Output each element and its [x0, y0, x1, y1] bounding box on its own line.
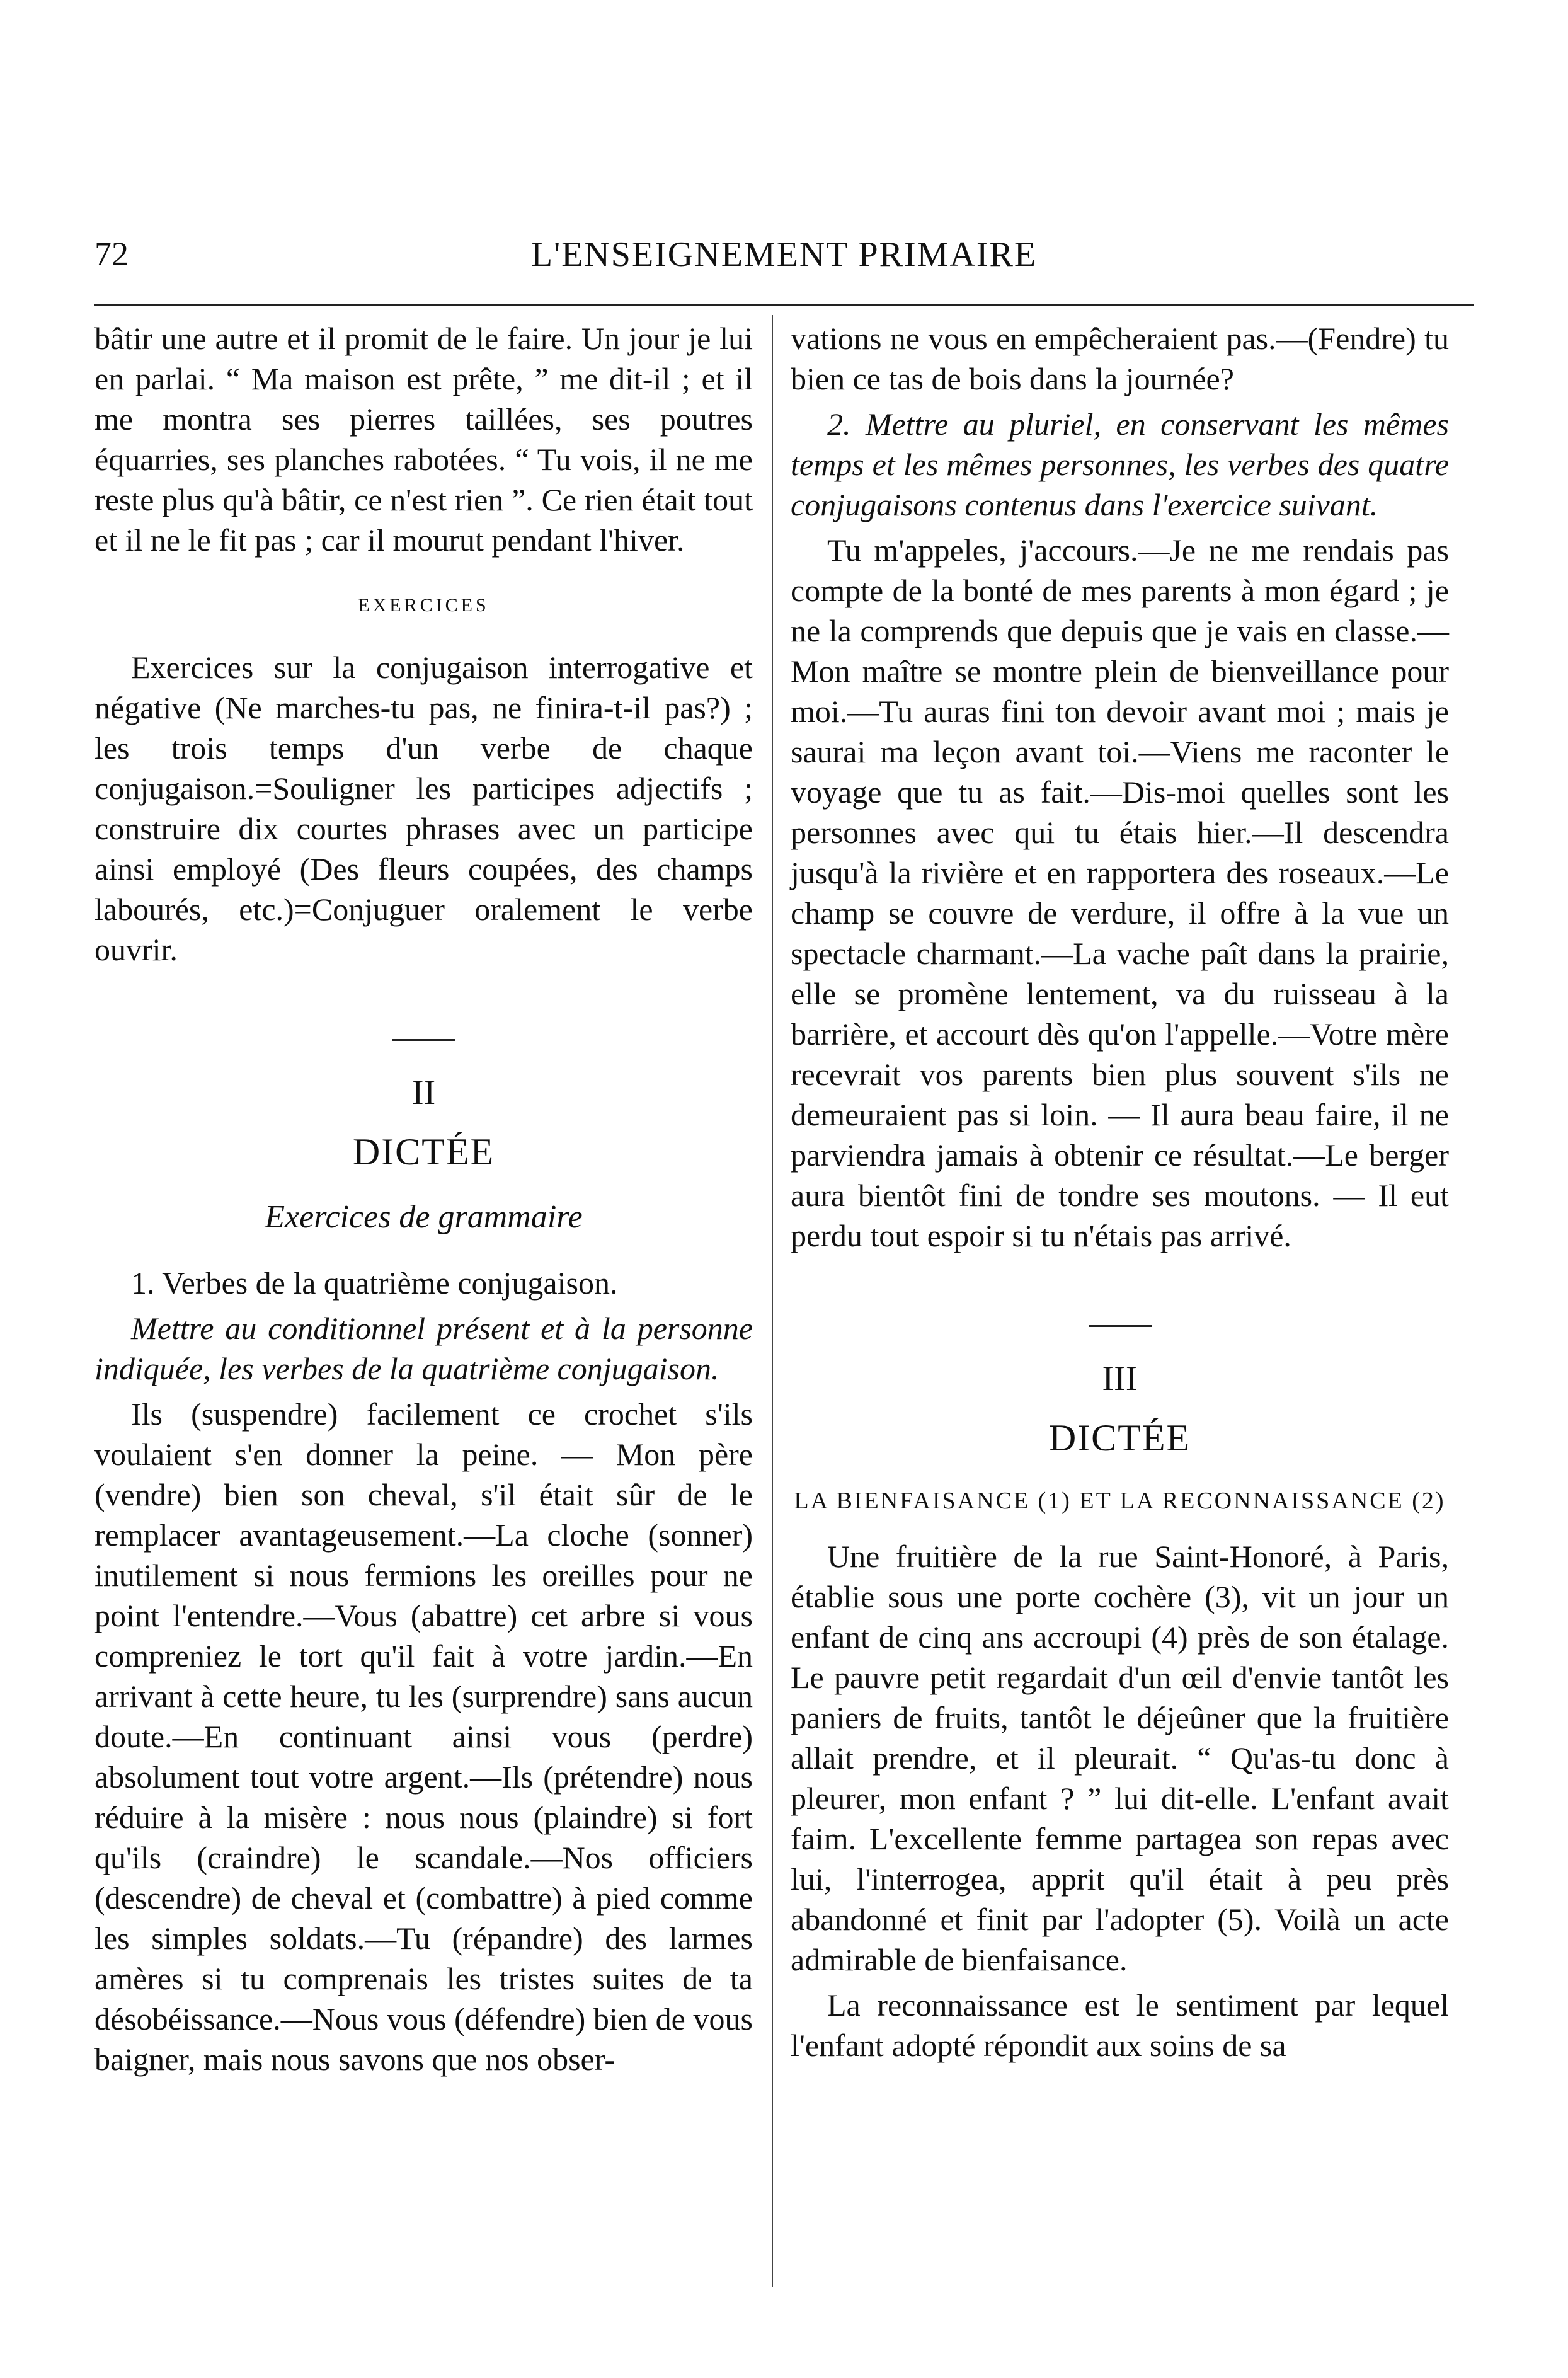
dictee-paragraph: La reconnaissance est le sentiment par lequel l'enfant adopté répondit aux soins de sa	[791, 1987, 1449, 2063]
section-number: II	[411, 1073, 436, 1112]
dictee-title: LA BIENFAISANCE (1) ET LA RECONNAISSANCE (2)	[794, 1488, 1446, 1514]
exercices-heading: EXERCICES	[358, 595, 489, 616]
section-number: III	[1102, 1359, 1138, 1398]
column-divider	[772, 315, 773, 2287]
dictee-paragraph: Une fruitière de la rue Saint-Honoré, à Paris, établie sous une porte cochère (3), vit un jour un enfant de cinq ans accroupi (4) près de son étalage. Le pauvre petit regardait d'un œil d'envie tantôt les paniers de fruits, tantôt le déjeûner que la fruitière allait prendre, et il pleurait. “ Qu'as-tu donc à pleurer, mon enfant ? ” lui dit-elle. L'enfant avait faim. L'excellente femme partagea son repas avec lui, l'interrogea, apprit qu'il était à peu près abandonné et finit par l'adopter (5). Voilà un acte admirable de bienfaisance.	[791, 1539, 1449, 1977]
page-number: 72	[94, 235, 129, 273]
section-separator	[1089, 1325, 1152, 1327]
section-separator	[392, 1039, 455, 1041]
exercise-instruction: 2. Mettre au pluriel, en conservant les mêmes temps et les mêmes personnes, les verbes des quatre conjugaisons contenus dans l'exercice suivant.	[791, 406, 1449, 522]
left-column	[94, 318, 753, 2084]
grammar-subheading: Exercices de grammaire	[265, 1199, 583, 1235]
exercises-text: Exercices sur la conjugaison interrogative et négative (Ne marches-tu pas, ne finira-t-il pas?) ; les trois temps d'un verbe de chaque conjugaison.=Souligner les participes adjectifs ; construire dix courtes phrases avec un participe ainsi employé (Des fleurs coupées, des champs labourés, etc.)=Conjuguer oralement le verbe ouvrir.	[94, 650, 753, 967]
exercise-instruction: Mettre au conditionnel présent et à la personne indiquée, les verbes de la quatrième conjugaison.	[94, 1311, 753, 1386]
exercise-item: 1. Verbes de la quatrième conjugaison.	[131, 1265, 618, 1301]
paragraph: vations ne vous en empêcheraient pas.—(Fendre) tu bien ce tas de bois dans la journée?	[791, 321, 1449, 396]
header-rule	[94, 304, 1474, 306]
paragraph: bâtir une autre et il promit de le faire. Un jour je lui en parlai. “ Ma maison est prête, ” me dit-il ; et il me montra ses pierres taillées, ses poutres équarries, ses planches rabotées. “ Tu vois, il ne me reste plus qu'à bâtir, ce n'est rien ”. Ce rien était tout et il ne le fit pas ; car il mourut pendant l'hiver.	[94, 321, 753, 558]
dictee-heading: DICTÉE	[1048, 1417, 1191, 1459]
exercise-text: Tu m'appeles, j'accours.—Je ne me rendais pas compte de la bonté de mes parents à mon égard ; je ne la comprends que depuis que je vais en classe.—Mon maître se montre plein de bienveillance pour moi.—Tu auras fini ton devoir avant moi ; mais je saurai ma leçon avant toi.—Viens me raconter le voyage que tu as fait.—Dis-moi quelles sont les personnes avec qui tu étais hier.—Il descendra jusqu'à la rivière et en rapportera des roseaux.—Le champ se couvre de verdure, il offre à la vue un spectacle charmant.—La vache paît dans la prairie, elle se promène lentement, va du ruisseau à la barrière, et accourt dès qu'on l'appelle.—Votre mère recevrait vos parents bien plus souvent s'ils ne demeuraient pas si loin. — Il aura beau faire, il ne parviendra jamais à obtenir ce résultat.—Le berger aura bientôt fini de tondre ses moutons. — Il eut perdu tout espoir si tu n'étais pas arrivé.	[791, 532, 1449, 1253]
dictee-heading: DICTÉE	[352, 1131, 495, 1173]
exercise-text: Ils (suspendre) facilement ce crochet s'ils voulaient s'en donner la peine. — Mon père (vendre) bien son cheval, s'il était sûr de le remplacer avantageusement.—La cloche (sonner) inutilement si nous fermions les oreilles pour ne point l'entendre.—Vous (abattre) cet arbre si vous compreniez le tort qu'il fait à votre jardin.—En arrivant à cette heure, tu les (surprendre) sans aucun doute.—En continuant ainsi vous (perdre) absolument tout votre argent.—Ils (prétendre) nous réduire à la misère : nous nous (plaindre) si fort qu'ils (craindre) le scandale.—Nos officiers (descendre) de cheval et (combattre) à pied comme les simples soldats.—Tu (répandre) des larmes amères si tu comprenais les tristes suites de ta désobéissance.—Nous vous (défendre) bien de vous baigner, mais nous savons que nos obser-	[94, 1396, 753, 2077]
running-title: L'ENSEIGNEMENT PRIMAIRE	[530, 235, 1038, 274]
right-column	[791, 318, 1449, 2071]
page-header	[94, 234, 1474, 285]
